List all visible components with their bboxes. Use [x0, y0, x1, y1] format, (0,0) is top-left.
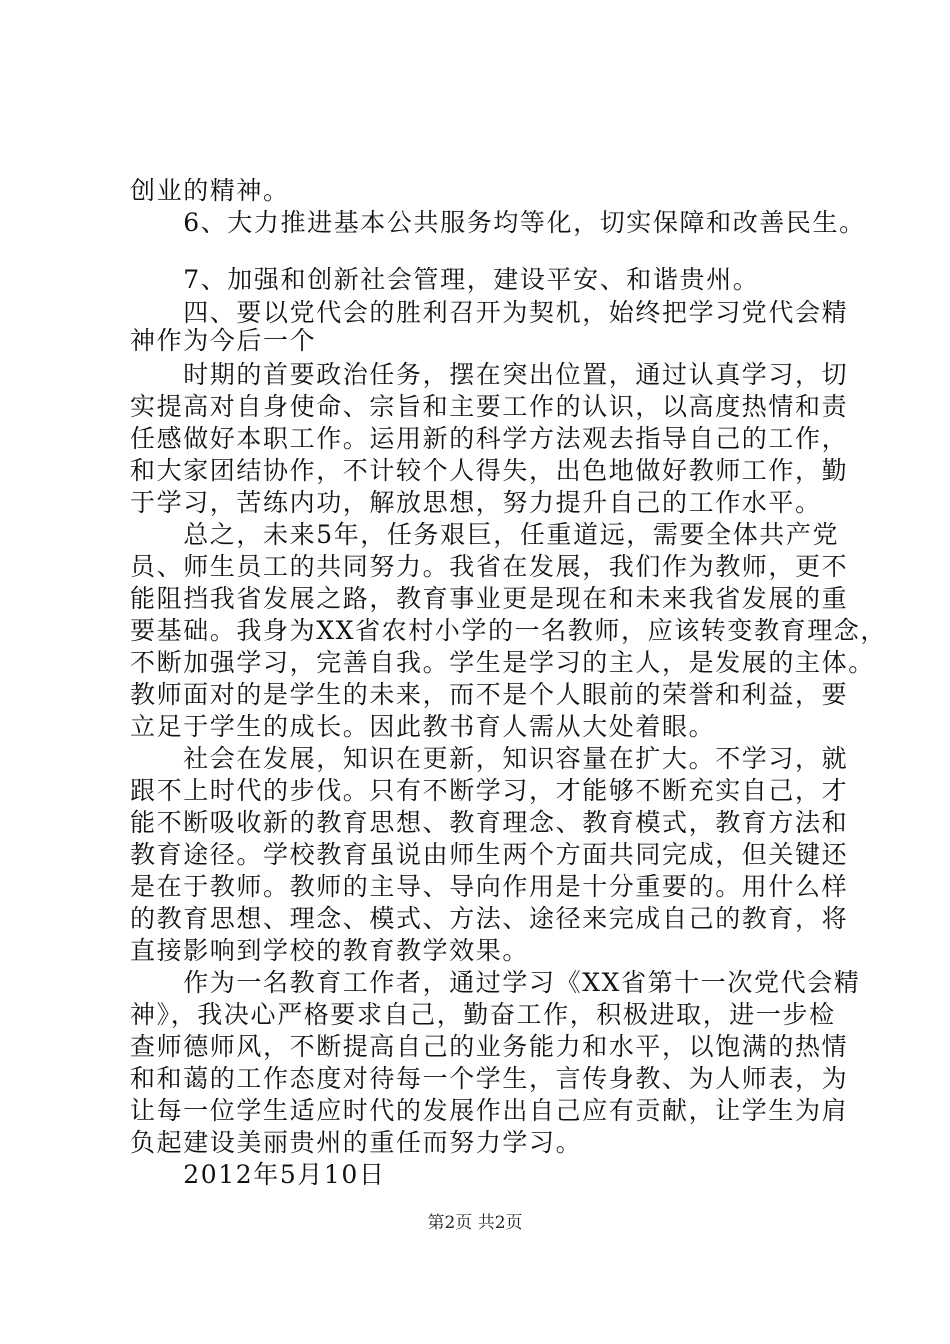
text-line: 直接影响到学校的教育教学效果。: [130, 936, 530, 965]
text-line: 于学习，苦练内功，解放思想，努力提升自己的工作水平。: [130, 488, 822, 517]
text-line: 总之，未来5年，任务艰巨，任重道远，需要全体共产党: [130, 520, 840, 549]
text-line: 实提高对自身使命、宗旨和主要工作的认识，以高度热情和责: [130, 392, 849, 421]
text-line: 神》，我决心严格要求自己，勤奋工作，积极进取，进一步检: [130, 1000, 836, 1029]
date-line: 2012年5月10日: [130, 1160, 386, 1189]
text-line: 员、师生员工的共同努力。我省在发展，我们作为教师，更不: [130, 552, 849, 581]
text-line: 创业的精神。: [130, 176, 290, 205]
text-line: 不断加强学习，完善自我。学生是学习的主人，是发展的主体。: [130, 648, 875, 677]
text-line: 要基础。我身为XX省农村小学的一名教师，应该转变教育理念，: [130, 616, 887, 645]
text-line: 教师面对的是学生的未来，而不是个人眼前的荣誉和利益，要: [130, 680, 849, 709]
text-line: 查师德师风，不断提高自己的业务能力和水平，以饱满的热情: [130, 1032, 849, 1061]
text-line: 7、加强和创新社会管理，建设平安、和谐贵州。: [130, 265, 760, 294]
text-line: 跟不上时代的步伐。只有不断学习，才能够不断充实自己，才: [130, 776, 849, 805]
text-line: 社会在发展，知识在更新，知识容量在扩大。不学习，就: [130, 744, 849, 773]
text-line: 任感做好本职工作。运用新的科学方法观去指导自己的工作，: [130, 424, 849, 453]
text-line: 让每一位学生适应时代的发展作出自己应有贡献，让学生为肩: [130, 1096, 849, 1125]
text-line: 神作为今后一个: [130, 326, 317, 355]
text-line: 负起建设美丽贵州的重任而努力学习。: [130, 1128, 583, 1157]
text-line: 能不断吸收新的教育思想、教育理念、教育模式，教育方法和: [130, 808, 849, 837]
text-line: 和大家团结协作，不计较个人得失，出色地做好教师工作，勤: [130, 456, 849, 485]
text-line: 6、大力推进基本公共服务均等化，切实保障和改善民生。: [130, 208, 866, 237]
text-line: 立足于学生的成长。因此教书育人需从大处着眼。: [130, 712, 716, 741]
text-line: 教育途径。学校教育虽说由师生两个方面共同完成，但关键还: [130, 840, 849, 869]
text-line: 能阻挡我省发展之路，教育事业更是现在和未来我省发展的重: [130, 584, 849, 613]
text-line: 时期的首要政治任务，摆在突出位置，通过认真学习，切: [130, 360, 849, 389]
text-line: 四、要以党代会的胜利召开为契机，始终把学习党代会精: [130, 298, 849, 327]
text-line: 作为一名教育工作者，通过学习《XX省第十一次党代会精: [130, 968, 861, 997]
text-line: 和和蔼的工作态度对待每一个学生，言传身教、为人师表，为: [130, 1064, 849, 1093]
text-line: 的教育思想、理念、模式、方法、途径来完成自己的教育，将: [130, 904, 849, 933]
text-line: 是在于教师。教师的主导、导向作用是十分重要的。用什么样: [130, 872, 849, 901]
page-footer: 第2页 共2页: [427, 1213, 523, 1233]
